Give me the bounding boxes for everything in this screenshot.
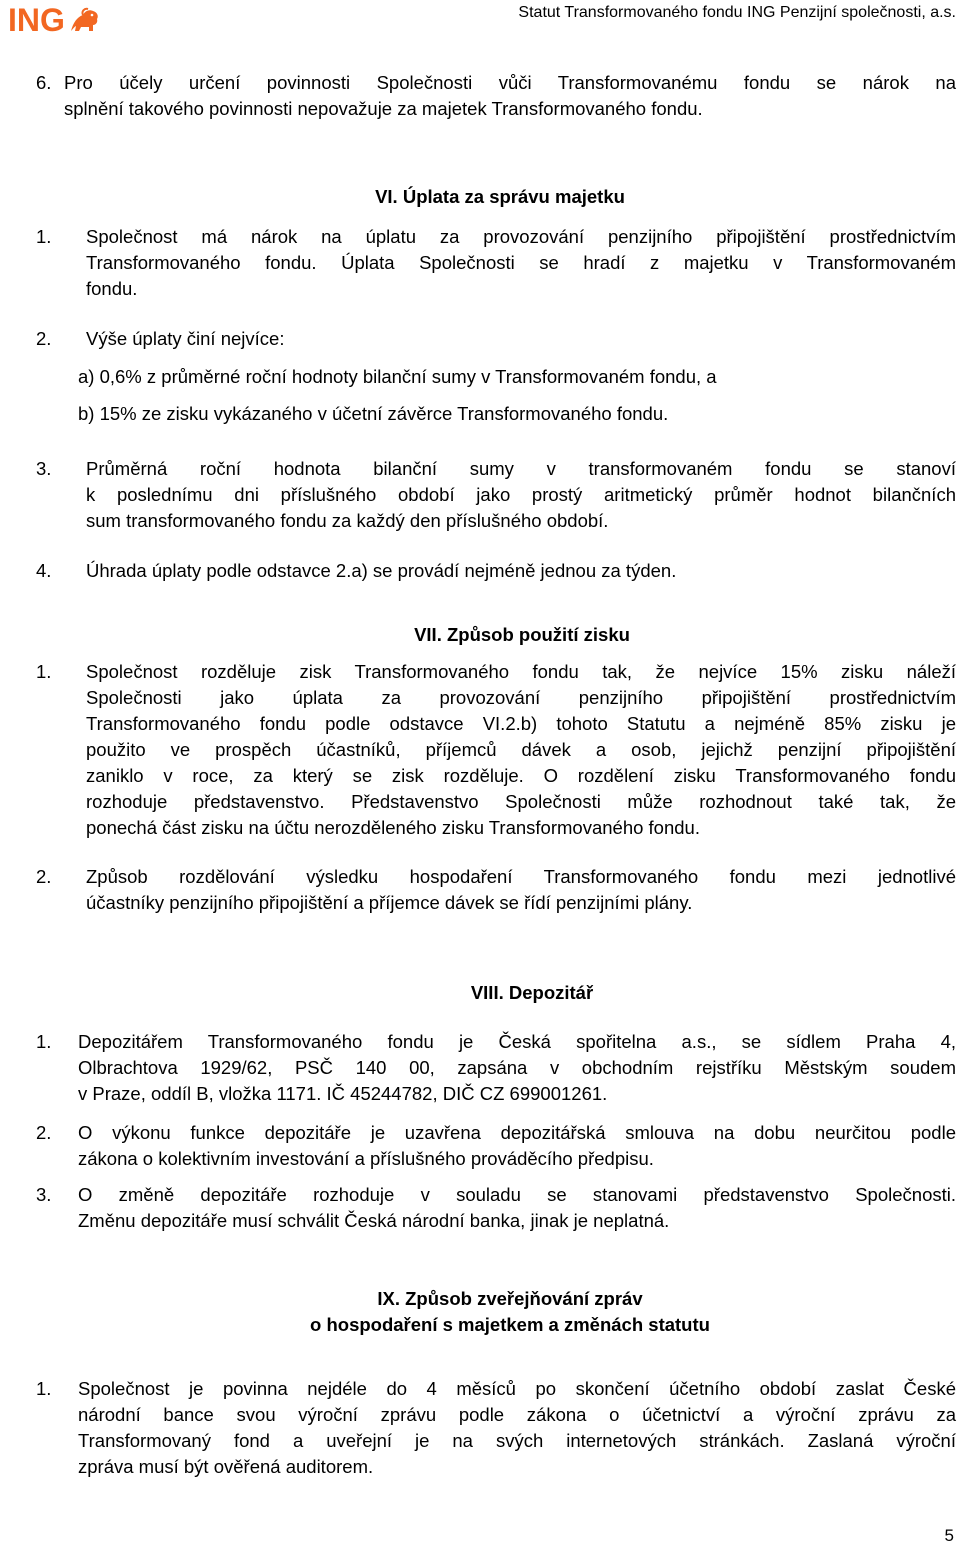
text-line: zpráva musí být ověřená auditorem. [78, 1456, 374, 1477]
text-line: splnění takového povinnosti nepovažuje za majetek Transformovaného fondu. [64, 98, 703, 119]
text-line: Olbrachtova 1929/62, PSČ 140 00, zapsána v obchodním rejstříku Městským soudem [78, 1057, 956, 1078]
item-number: 2. [36, 866, 52, 887]
text-line: sum transformovaného fondu za každý den příslušného období. [86, 510, 609, 531]
section-heading-ix-line2: o hospodaření s majetkem a změnách statutu [310, 1314, 710, 1335]
text-line: Způsob rozdělování výsledku hospodaření Transformovaného fondu mezi jednotlivé [86, 866, 956, 887]
item-number: 2. [36, 1122, 52, 1143]
text-line: Transformovaného fondu. Úplata Společnosti se hradí z majetku v Transformovaném [86, 252, 956, 273]
text-line: Společnost má nárok na úplatu za provozování penzijního připojištění prostřednictvím [86, 226, 956, 247]
text-line: Pro účely určení povinnosti Společnosti vůči Transformovanému fondu se nárok na [64, 72, 956, 93]
item-number: 1. [36, 1031, 52, 1052]
text-line: Společnost je povinna nejdéle do 4 měsíců po skončení účetního období zaslat České [78, 1378, 956, 1399]
lion-icon [67, 5, 101, 35]
text-line: zaniklo v roce, za který se zisk rozděluje. O rozdělení zisku Transformovaného fondu [86, 765, 956, 786]
text-line: národní bance svou výroční zprávu podle zákona o účetnictví a výroční zprávu za [78, 1404, 956, 1425]
paragraph-vi-2a: a) 0,6% z průměrné roční hodnoty bilanční sumy v Transformovaném fondu, a [78, 366, 717, 387]
logo-text: ING [8, 2, 65, 38]
text-line: O výkonu funkce depozitáře je uzavřena depozitářská smlouva na dobu neurčitou podle [78, 1122, 956, 1143]
item-number: 3. [36, 1184, 52, 1205]
text-line: Transformovaný fond a uveřejní je na svých internetových stránkách. Zaslaná výroční [78, 1430, 956, 1451]
section-heading-vi: VI. Úplata za správu majetku [375, 186, 625, 207]
page-number: 5 [944, 1526, 954, 1545]
document-title: Statut Transformovaného fondu ING Penzijní společnosti, a.s. [518, 4, 956, 21]
text-line: Transformovaného fondu podle odstavce VI.2.b) tohoto Statutu a nejméně 85% zisku je [86, 713, 956, 734]
text-line: Úhrada úplaty podle odstavce 2.a) se provádí nejméně jednou za týden. [86, 560, 677, 581]
text-line: Společnosti jako úplata za provozování penzijního připojištění prostřednictvím [86, 687, 956, 708]
paragraph-vi-2b: b) 15% ze zisku vykázaného v účetní závěrce Transformovaného fondu. [78, 403, 669, 424]
text-line: v Praze, oddíl B, vložka 1171. IČ 45244782, DIČ CZ 699001261. [78, 1083, 608, 1104]
text-line: Změnu depozitáře musí schválit Česká národní banka, jinak je neplatná. [78, 1210, 670, 1231]
text-line: použito ve prospěch účastníků, příjemců dávek a osob, jejichž penzijní připojištění [86, 739, 956, 760]
item-number: 1. [36, 661, 52, 682]
item-number: 2. [36, 328, 52, 349]
text-line: fondu. [86, 278, 138, 299]
section-heading-vii: VII. Způsob použití zisku [414, 624, 630, 645]
text-line: Průměrná roční hodnota bilanční sumy v transformovaném fondu se stanoví [86, 458, 956, 479]
item-number: 1. [36, 226, 52, 247]
item-number: 1. [36, 1378, 52, 1399]
text-line: Výše úplaty činí nejvíce: [86, 328, 285, 349]
section-heading-viii: VIII. Depozitář [470, 982, 594, 1003]
text-line: Společnost rozděluje zisk Transformovaného fondu tak, že nejvíce 15% zisku náleží [86, 661, 956, 682]
text-line: zákona o kolektivním investování a příslušného prováděcího předpisu. [78, 1148, 654, 1169]
text-line: rozhoduje představenstvo. Představenstvo Společnosti může rozhodnout také tak, že [86, 791, 956, 812]
text-line: k poslednímu dni příslušného období jako prostý aritmetický průměr hodnot bilančních [86, 484, 956, 505]
text-line: O změně depozitáře rozhoduje v souladu se stanovami představenstvo Společnosti. [78, 1184, 956, 1205]
paragraph-vi-3-cont [86, 482, 956, 534]
section-heading-ix: IX. Způsob zveřejňování zpráv [377, 1288, 643, 1309]
text-line: Depozitářem Transformovaného fondu je Česká spořitelna a.s., se sídlem Praha 4, [78, 1031, 956, 1052]
text-line: účastníky penzijního připojištění a příjemce dávek se řídí penzijními plány. [86, 892, 693, 913]
text-line: ponechá část zisku na účtu nerozděleného zisku Transformovaného fondu. [86, 817, 700, 838]
page-header [0, 0, 960, 40]
item-number: 4. [36, 560, 52, 581]
item-number: 6. [36, 72, 52, 93]
ing-logo [8, 2, 101, 38]
item-number: 3. [36, 458, 52, 479]
